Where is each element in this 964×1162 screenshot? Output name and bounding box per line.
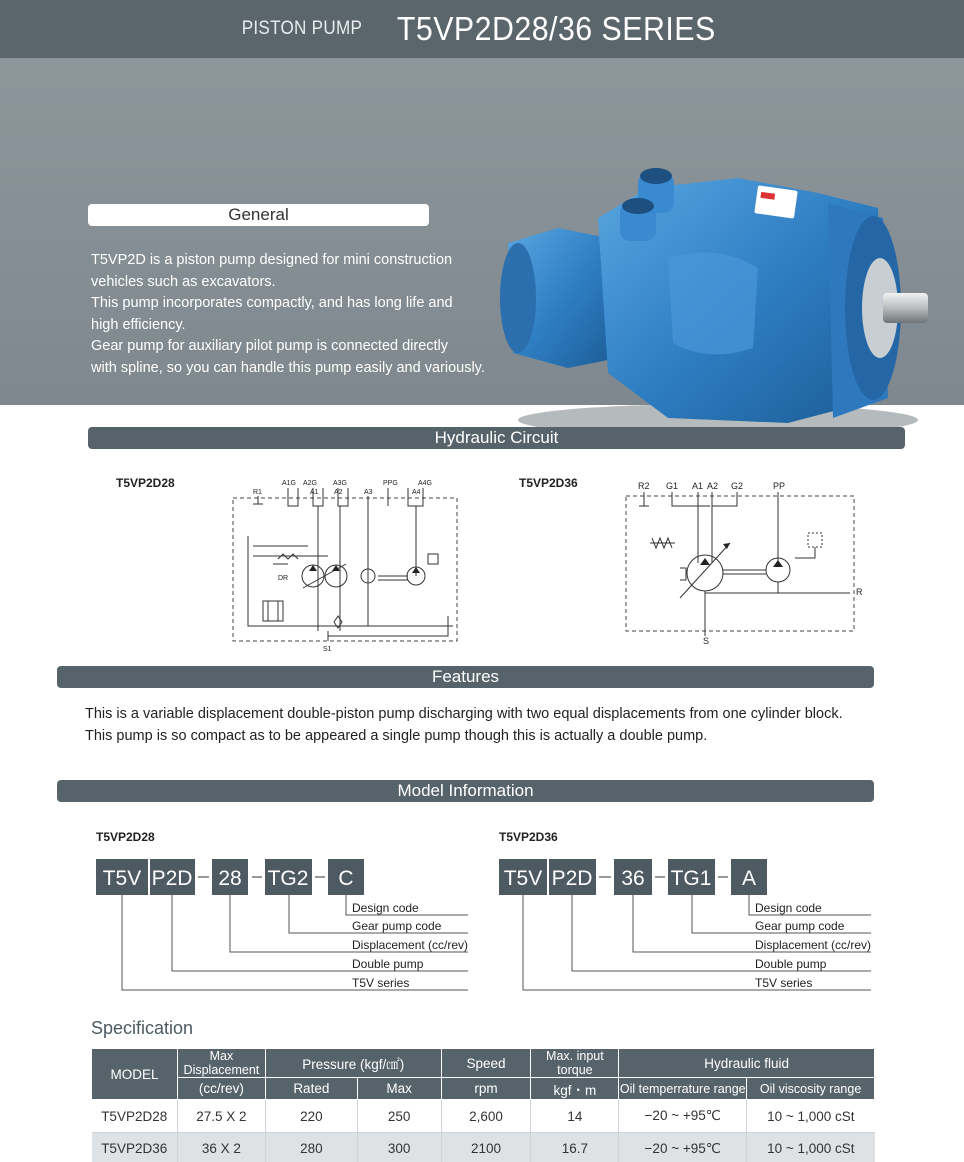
circuit-left-model: T5VP2D28 <box>116 476 175 490</box>
circuit-diagram-t5vp2d28 <box>228 476 468 654</box>
port-label: G1 <box>666 481 679 491</box>
table-cell: T5VP2D28 <box>92 1100 178 1133</box>
hydraulic-circuit-heading: Hydraulic Circuit <box>88 427 905 449</box>
header-max-displacement-unit: (cc/rev) <box>177 1078 265 1100</box>
header-torque-unit: kgf・m <box>531 1078 619 1100</box>
header-oil-temperature: Oil temperrature range <box>619 1078 747 1100</box>
port-label: A4G <box>418 480 433 487</box>
table-cell: 300 <box>357 1133 441 1162</box>
general-heading: General <box>88 204 429 226</box>
code-description: Design code <box>755 901 822 915</box>
table-row <box>92 1100 875 1133</box>
specification-table <box>91 1048 875 1162</box>
port-label: PP <box>773 481 786 491</box>
table-cell: T5VP2D36 <box>92 1133 178 1162</box>
code-text: 36 <box>621 867 645 890</box>
general-description <box>91 250 491 379</box>
features-line: This pump is so compact as to be appeared a single pump though this is actually a double pump. <box>85 728 708 744</box>
general-line: T5VP2D is a piston pump designed for mini construction <box>91 252 453 268</box>
code-text: P2D <box>151 867 193 890</box>
port-label: A1 <box>692 481 704 491</box>
code-description: Design code <box>352 901 419 915</box>
port-label: A2G <box>303 480 318 487</box>
table-cell: −20 ~ +95℃ <box>619 1100 747 1133</box>
table-cell: 220 <box>265 1100 357 1133</box>
header-max-displacement: Max Displacement <box>177 1049 265 1078</box>
port-label: A4 <box>412 489 421 496</box>
table-cell: 16.7 <box>531 1133 619 1162</box>
header-max: Max <box>357 1078 441 1100</box>
features-heading: Features <box>57 666 874 688</box>
header-rated: Rated <box>265 1078 357 1100</box>
model-information-heading: Model Information <box>57 780 874 802</box>
port-label: A3 <box>364 489 373 496</box>
port-label: R1 <box>253 489 262 496</box>
model-left-name: T5VP2D28 <box>96 830 155 844</box>
table-cell: 14 <box>531 1100 619 1133</box>
model-code-diagram-t5vp2d28 <box>94 855 474 1000</box>
circuit-right-model: T5VP2D36 <box>519 476 578 490</box>
model-code-diagram-t5vp2d36 <box>497 855 877 1000</box>
model-right-name: T5VP2D36 <box>499 830 558 844</box>
table-cell: 10 ~ 1,000 cSt <box>747 1100 875 1133</box>
code-text: TG1 <box>670 867 712 890</box>
header-title: T5VP2D28/36 SERIES <box>396 10 716 47</box>
circuit-diagram-t5vp2d36 <box>620 478 870 650</box>
code-description: Displacement (cc/rev) <box>352 938 469 952</box>
table-cell: 36 X 2 <box>177 1133 265 1162</box>
table-cell: 10 ~ 1,000 cSt <box>747 1133 875 1162</box>
features-line: This is a variable displacement double-piston pump discharging with two equal displacements from one cylinder block. <box>85 706 843 722</box>
port-label: G2 <box>731 481 744 491</box>
code-text: 28 <box>218 867 242 890</box>
port-label: S <box>703 636 710 646</box>
table-cell: 27.5 X 2 <box>177 1100 265 1133</box>
port-label: R <box>856 587 863 597</box>
code-description: Double pump <box>755 957 827 971</box>
code-description: Double pump <box>352 957 424 971</box>
port-label: S1 <box>323 646 332 653</box>
features-text <box>85 703 843 747</box>
general-line: This pump incorporates compactly, and has long life and <box>91 295 453 311</box>
code-text: T5V <box>102 867 142 890</box>
port-label: A2 <box>707 481 719 491</box>
header-model: MODEL <box>92 1049 178 1100</box>
port-label: PPG <box>383 480 398 487</box>
hero-panel <box>0 58 964 405</box>
header-speed-unit: rpm <box>441 1078 531 1100</box>
general-line: high efficiency. <box>91 316 186 333</box>
general-line: Gear pump for auxiliary pilot pump is connected directly <box>91 338 449 354</box>
table-cell: 2,600 <box>441 1100 531 1133</box>
code-text: TG2 <box>267 867 309 890</box>
port-label: A3G <box>333 480 348 487</box>
header-oil-viscosity: Oil viscosity range <box>747 1078 875 1100</box>
table-cell: 280 <box>265 1133 357 1162</box>
specification-heading: Specification <box>91 1018 194 1038</box>
header-pressure: Pressure (kgf/㎠) <box>265 1049 441 1078</box>
code-text: C <box>338 867 354 890</box>
general-line: with spline, so you can handle this pump easily and variously. <box>91 359 485 376</box>
code-description: Gear pump code <box>755 919 845 933</box>
port-label: A1G <box>282 480 297 487</box>
header-subtitle: PISTON PUMP <box>241 18 362 39</box>
header-hydraulic-fluid: Hydraulic fluid <box>619 1049 875 1078</box>
table-cell: −20 ~ +95℃ <box>619 1133 747 1162</box>
header-speed: Speed <box>441 1049 531 1078</box>
table-row <box>92 1133 875 1162</box>
code-description: Gear pump code <box>352 919 442 933</box>
port-label: A2 <box>334 489 343 496</box>
table-cell: 2100 <box>441 1133 531 1162</box>
code-description: Displacement (cc/rev) <box>755 938 872 952</box>
general-line: vehicles such as excavators. <box>91 273 276 290</box>
port-label: DR <box>278 575 289 582</box>
code-text: A <box>741 867 757 890</box>
code-text: T5V <box>503 867 543 890</box>
port-label: R2 <box>638 481 650 491</box>
port-label: A1 <box>310 489 319 496</box>
piston-pump-image <box>488 148 938 448</box>
header-torque: Max. input torque <box>531 1049 619 1078</box>
code-description: T5V series <box>352 976 410 990</box>
page-header <box>0 0 964 58</box>
code-description: T5V series <box>755 976 813 990</box>
code-text: P2D <box>551 867 593 890</box>
table-cell: 250 <box>357 1100 441 1133</box>
